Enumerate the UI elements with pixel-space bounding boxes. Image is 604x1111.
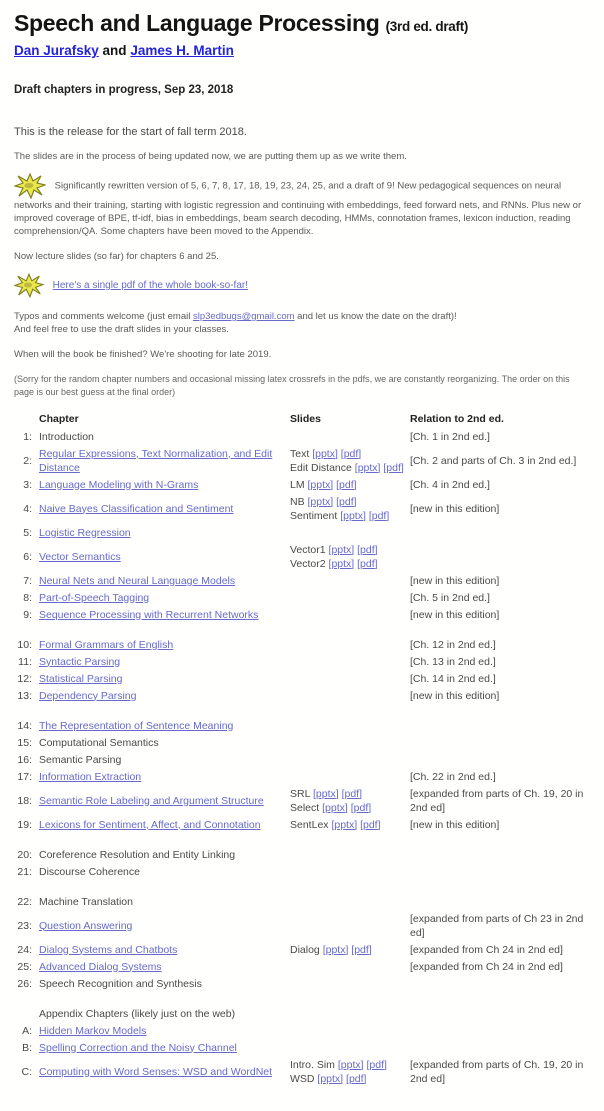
book-title: Speech and Language Processing bbox=[14, 10, 380, 36]
chapter-number: 11: bbox=[18, 655, 32, 668]
chapter-link[interactable]: Part-of-Speech Tagging bbox=[39, 591, 150, 604]
slide-pdf-link[interactable]: [pdf] bbox=[351, 943, 372, 956]
slide-label: Sentiment bbox=[290, 509, 341, 522]
slide-pdf-link[interactable]: [pdf] bbox=[336, 478, 357, 491]
relation-cell bbox=[410, 1005, 590, 1022]
relation-cell: [expanded from Ch 24 in 2nd ed] bbox=[410, 960, 563, 973]
relation-cell bbox=[410, 524, 590, 541]
chapter-number: A: bbox=[22, 1024, 32, 1037]
slide-pptx-link[interactable]: [pptx] bbox=[328, 557, 355, 570]
relation-cell: [new in this edition] bbox=[410, 574, 500, 587]
relation-cell bbox=[410, 846, 590, 863]
chapter-link[interactable]: Language Modeling with N-Grams bbox=[39, 478, 199, 491]
slides-cell bbox=[290, 751, 410, 768]
spacer-row bbox=[14, 623, 590, 636]
chapter-link[interactable]: Lexicons for Sentiment, Affect, and Connotation bbox=[39, 818, 261, 831]
slides-cell bbox=[290, 910, 410, 941]
relation-cell: [new in this edition] bbox=[410, 689, 500, 702]
chapter-number: 9: bbox=[23, 608, 32, 621]
slides-cell bbox=[290, 785, 410, 816]
slide-pptx-link[interactable]: [pptx] bbox=[322, 801, 348, 814]
slide-label: Dialog bbox=[290, 943, 323, 956]
slides-cell bbox=[290, 816, 410, 833]
slide-pptx-link[interactable]: [pptx] bbox=[354, 461, 381, 474]
header-chapter: Chapter bbox=[39, 413, 79, 425]
chapter-title: Introduction bbox=[39, 430, 94, 443]
table-row bbox=[14, 893, 590, 910]
table-row bbox=[14, 541, 590, 572]
slides-cell bbox=[290, 445, 410, 476]
chapter-number: 7: bbox=[23, 574, 32, 587]
spacer-row bbox=[14, 992, 590, 1005]
table-row bbox=[14, 734, 590, 751]
chapter-number: 12: bbox=[17, 672, 32, 685]
chapter-number: 20: bbox=[17, 848, 32, 861]
chapter-link[interactable]: Dialog Systems and Chatbots bbox=[39, 943, 178, 956]
chapter-link[interactable]: Information Extraction bbox=[39, 770, 142, 783]
chapter-link[interactable]: Sequence Processing with Recurrent Networks bbox=[39, 608, 259, 621]
author-link-jurafsky[interactable]: Dan Jurafsky bbox=[14, 43, 99, 58]
relation-cell: [new in this edition] bbox=[410, 608, 500, 621]
table-row bbox=[14, 863, 590, 880]
chapter-title: Computational Semantics bbox=[39, 736, 159, 749]
new-starburst-icon bbox=[14, 273, 44, 298]
slides-cell bbox=[290, 493, 410, 524]
rewrite-note bbox=[14, 173, 590, 238]
chapter-number: 15: bbox=[17, 736, 32, 749]
chapter-number: 10: bbox=[17, 638, 32, 651]
relation-cell: [Ch. 5 in 2nd ed.] bbox=[410, 591, 490, 604]
table-row bbox=[14, 785, 590, 816]
table-row bbox=[14, 975, 590, 992]
release-line: This is the release for the start of fall term 2018. bbox=[14, 126, 247, 138]
slide-label: SentLex bbox=[290, 818, 332, 831]
slide-line bbox=[290, 801, 404, 815]
relation-cell bbox=[410, 541, 590, 572]
slides-cell bbox=[290, 958, 410, 975]
chapter-title: Discourse Coherence bbox=[39, 865, 140, 878]
chapter-link[interactable]: Formal Grammars of English bbox=[39, 638, 174, 651]
slide-pdf-link[interactable]: [pdf] bbox=[357, 557, 378, 570]
slide-line bbox=[290, 787, 404, 801]
slides-cell bbox=[290, 687, 410, 704]
table-row bbox=[14, 636, 590, 653]
slides-cell bbox=[290, 541, 410, 572]
slide-line bbox=[290, 509, 404, 523]
slide-pdf-link[interactable]: [pdf] bbox=[346, 1072, 367, 1085]
slide-pptx-link[interactable]: [pptx] bbox=[340, 509, 366, 522]
chapter-link[interactable]: Hidden Markov Models bbox=[39, 1024, 147, 1037]
relation-cell: [expanded from Ch 24 in 2nd ed] bbox=[410, 943, 563, 956]
table-row bbox=[14, 1005, 590, 1022]
slides-cell bbox=[290, 1022, 410, 1039]
slide-pdf-link[interactable]: [pdf] bbox=[357, 543, 378, 556]
chapter-number: 17: bbox=[17, 770, 32, 783]
chapter-title: Semantic Parsing bbox=[39, 753, 122, 766]
chapters-table-header bbox=[14, 413, 590, 428]
slides-cell bbox=[290, 653, 410, 670]
chapter-number: 5: bbox=[23, 526, 32, 539]
table-row bbox=[14, 428, 590, 445]
chapter-link[interactable]: Dependency Parsing bbox=[39, 689, 137, 702]
slide-pptx-link[interactable]: [pptx] bbox=[328, 543, 355, 556]
relation-cell: [expanded from parts of Ch. 19, 20 in 2nd ed] bbox=[410, 787, 584, 814]
slides-cell bbox=[290, 589, 410, 606]
table-row bbox=[14, 572, 590, 589]
slides-cell bbox=[290, 941, 410, 958]
chapter-number: 21: bbox=[17, 865, 32, 878]
slides-cell bbox=[290, 1039, 410, 1056]
chapter-link[interactable]: Naive Bayes Classification and Sentiment bbox=[39, 502, 234, 515]
relation-cell bbox=[410, 1039, 590, 1056]
slide-label: Intro. Sim bbox=[290, 1058, 338, 1071]
slides-cell bbox=[290, 893, 410, 910]
slides-cell bbox=[290, 717, 410, 734]
relation-cell: [Ch. 4 in 2nd ed.] bbox=[410, 478, 490, 491]
relation-cell: [Ch. 22 in 2nd ed.] bbox=[410, 770, 496, 783]
table-row bbox=[14, 653, 590, 670]
chapter-number: 2: bbox=[23, 454, 32, 467]
relation-cell: [Ch. 14 in 2nd ed.] bbox=[410, 672, 496, 685]
rewrite-note-text: Significantly rewritten version of 5, 6, 7, 8, 17, 18, 19, 23, 24, 25, and a draft of 9! New pedagogical sequences on neural networks and their training, starting with logistic regression and continuing with embeddings, feed forward nets, and RNNs. Plus new or improved coverage of BPE, tf-idf, bias in embeddings, beam search decoding, HMMs, connotation frames, lexicon induction, reading comprehension/QA. Some chapters have been moved to the Appendix. bbox=[14, 180, 582, 237]
relation-cell: [Ch. 1 in 2nd ed.] bbox=[410, 430, 490, 443]
typos-line2: And feel free to use the draft slides in your classes. bbox=[14, 324, 229, 335]
chapters-table bbox=[14, 413, 590, 1087]
slide-line bbox=[290, 943, 404, 957]
email-link[interactable]: slp3edbugs@gmail.com bbox=[192, 311, 295, 322]
chapter-title: Speech Recognition and Synthesis bbox=[39, 977, 202, 990]
table-row bbox=[14, 910, 590, 941]
slide-pdf-link[interactable]: [pdf] bbox=[360, 818, 381, 831]
slide-line bbox=[290, 1072, 404, 1086]
chapter-link[interactable]: Vector Semantics bbox=[39, 550, 121, 563]
chapter-link[interactable]: Statistical Parsing bbox=[39, 672, 123, 685]
table-row bbox=[14, 846, 590, 863]
chapter-number: 18: bbox=[17, 794, 32, 807]
table-row bbox=[14, 751, 590, 768]
slide-pdf-link[interactable]: [pdf] bbox=[336, 495, 357, 508]
table-row bbox=[14, 941, 590, 958]
finished-line: When will the book be finished? We're shooting for late 2019. bbox=[14, 349, 272, 360]
chapter-link[interactable]: The Representation of Sentence Meaning bbox=[39, 719, 234, 732]
chapter-number: 6: bbox=[23, 550, 32, 563]
slide-pdf-link[interactable]: [pdf] bbox=[383, 461, 404, 474]
relation-cell: [new in this edition] bbox=[410, 502, 500, 515]
chapter-number bbox=[14, 1005, 39, 1022]
relation-cell: [Ch. 13 in 2nd ed.] bbox=[410, 655, 496, 668]
chapter-number: B: bbox=[22, 1041, 32, 1054]
author-link-martin[interactable]: James H. Martin bbox=[130, 43, 234, 58]
slide-line bbox=[290, 495, 404, 509]
table-row bbox=[14, 476, 590, 493]
slides-cell bbox=[290, 476, 410, 493]
chapter-link[interactable]: Syntactic Parsing bbox=[39, 655, 121, 668]
slide-line bbox=[290, 1058, 404, 1072]
slides-cell bbox=[290, 524, 410, 541]
chapter-number: 4: bbox=[23, 502, 32, 515]
chapter-title: Coreference Resolution and Entity Linking bbox=[39, 848, 236, 861]
table-row bbox=[14, 768, 590, 785]
chapter-title: Appendix Chapters (likely just on the web) bbox=[39, 1007, 236, 1020]
slide-pptx-link[interactable]: [pptx] bbox=[307, 478, 334, 491]
relation-cell: [expanded from parts of Ch. 19, 20 in 2nd ed] bbox=[410, 1058, 584, 1085]
slide-label: NB bbox=[290, 495, 308, 508]
slides-cell bbox=[290, 572, 410, 589]
slide-pdf-link[interactable]: [pdf] bbox=[368, 509, 390, 522]
slide-line bbox=[290, 478, 404, 492]
relation-cell bbox=[410, 717, 590, 734]
chapter-number: 23: bbox=[17, 919, 32, 932]
slides-update-line: The slides are in the process of being updated now, we are putting them up as we write them. bbox=[14, 151, 407, 162]
slide-line bbox=[290, 818, 404, 832]
slide-line bbox=[290, 557, 404, 571]
table-row bbox=[14, 958, 590, 975]
table-row bbox=[14, 670, 590, 687]
whole-book-note bbox=[14, 273, 590, 298]
slide-pdf-link[interactable]: [pdf] bbox=[341, 787, 363, 800]
relation-cell bbox=[410, 863, 590, 880]
relation-cell: [new in this edition] bbox=[410, 818, 500, 831]
slide-pptx-link[interactable]: [pptx] bbox=[331, 818, 358, 831]
whole-book-pdf-link[interactable]: Here's a single pdf of the whole book-so-far! bbox=[52, 280, 248, 292]
chapter-number: 8: bbox=[23, 591, 32, 604]
slide-label: LM bbox=[290, 478, 308, 491]
chapters-table-body bbox=[14, 428, 590, 1087]
slide-pptx-link[interactable]: [pptx] bbox=[322, 943, 349, 956]
new-starburst-icon bbox=[14, 173, 46, 199]
table-row bbox=[14, 717, 590, 734]
slide-label: SRL bbox=[290, 787, 313, 800]
spacer-row bbox=[14, 704, 590, 717]
slide-pdf-link[interactable]: [pdf] bbox=[366, 1058, 387, 1071]
authors-separator: and bbox=[98, 43, 131, 58]
slides-cell bbox=[290, 636, 410, 653]
relation-cell bbox=[410, 893, 590, 910]
slides-cell bbox=[290, 670, 410, 687]
relation-cell: [expanded from parts of Ch 23 in 2nd ed] bbox=[410, 912, 584, 939]
header-num bbox=[14, 413, 39, 428]
chapter-title: Machine Translation bbox=[39, 895, 133, 908]
slides-cell bbox=[290, 1056, 410, 1087]
slides-cell bbox=[290, 428, 410, 445]
chapter-link[interactable]: Question Answering bbox=[39, 919, 133, 932]
chapter-number: 25: bbox=[17, 960, 32, 973]
slide-pdf-link[interactable]: [pdf] bbox=[350, 801, 372, 814]
chapter-link[interactable]: Regular Expressions, Text Normalization, and Edit Distance bbox=[39, 447, 273, 474]
typos-line bbox=[14, 310, 590, 336]
chapter-number: 26: bbox=[17, 977, 32, 990]
lecture-slides-line: Now lecture slides (so far) for chapters 6 and 25. bbox=[14, 251, 219, 262]
table-row bbox=[14, 816, 590, 833]
slide-pptx-link[interactable]: [pptx] bbox=[317, 1072, 344, 1085]
slide-pptx-link[interactable]: [pptx] bbox=[312, 447, 338, 460]
header-slides: Slides bbox=[290, 413, 321, 425]
slide-label: Vector2 bbox=[290, 557, 329, 570]
slide-label: WSD bbox=[290, 1072, 318, 1085]
slide-label: Edit Distance bbox=[290, 461, 355, 474]
table-row bbox=[14, 687, 590, 704]
slide-line bbox=[290, 447, 404, 461]
chapter-number: 24: bbox=[17, 943, 32, 956]
relation-cell bbox=[410, 734, 590, 751]
header-relation: Relation to 2nd ed. bbox=[410, 413, 504, 425]
slide-line bbox=[290, 543, 404, 557]
table-row bbox=[14, 606, 590, 623]
slides-cell bbox=[290, 863, 410, 880]
slide-pptx-link[interactable]: [pptx] bbox=[307, 495, 334, 508]
chapter-link[interactable]: Logistic Regression bbox=[39, 526, 131, 539]
relation-cell: [Ch. 2 and parts of Ch. 3 in 2nd ed.] bbox=[410, 454, 577, 467]
chapter-link[interactable]: Advanced Dialog Systems bbox=[39, 960, 162, 973]
chapter-number: 19: bbox=[17, 818, 32, 831]
chapter-link[interactable]: Semantic Role Labeling and Argument Structure bbox=[39, 794, 264, 807]
chapter-number: 16: bbox=[17, 753, 32, 766]
table-row bbox=[14, 1056, 590, 1087]
draft-date-line: Draft chapters in progress, Sep 23, 2018 bbox=[14, 84, 234, 96]
chapter-link[interactable]: Computing with Word Senses: WSD and WordNet bbox=[39, 1065, 273, 1078]
slides-cell bbox=[290, 1005, 410, 1022]
relation-cell bbox=[410, 1022, 590, 1039]
chapter-number: C: bbox=[21, 1065, 32, 1078]
page-title bbox=[14, 10, 590, 37]
table-row bbox=[14, 493, 590, 524]
chapter-number: 3: bbox=[23, 478, 32, 491]
slide-line bbox=[290, 461, 404, 475]
typos-suffix: and let us know the date on the draft)! bbox=[294, 311, 457, 322]
spacer-row bbox=[14, 880, 590, 893]
slide-label: Text bbox=[290, 447, 313, 460]
table-row bbox=[14, 1022, 590, 1039]
relation-cell bbox=[410, 975, 590, 992]
authors-line bbox=[14, 43, 590, 58]
chapter-number: 13: bbox=[17, 689, 32, 702]
slides-cell bbox=[290, 975, 410, 992]
table-row bbox=[14, 589, 590, 606]
slide-label: Vector1 bbox=[290, 543, 329, 556]
slides-cell bbox=[290, 768, 410, 785]
slide-pptx-link[interactable]: [pptx] bbox=[312, 787, 339, 800]
table-row bbox=[14, 445, 590, 476]
chapter-number: 22: bbox=[17, 895, 32, 908]
spacer-row bbox=[14, 833, 590, 846]
chapter-link[interactable]: Spelling Correction and the Noisy Channel bbox=[39, 1041, 237, 1054]
chapter-number: 1: bbox=[23, 430, 32, 443]
table-row bbox=[14, 524, 590, 541]
slides-cell bbox=[290, 606, 410, 623]
slide-pdf-link[interactable]: [pdf] bbox=[340, 447, 362, 460]
edition-label: (3rd ed. draft) bbox=[385, 19, 469, 34]
relation-cell bbox=[410, 751, 590, 768]
typos-prefix: Typos and comments welcome (just email bbox=[14, 311, 193, 322]
chapter-link[interactable]: Neural Nets and Neural Language Models bbox=[39, 574, 236, 587]
slide-pptx-link[interactable]: [pptx] bbox=[337, 1058, 364, 1071]
chapter-number: 14: bbox=[17, 719, 32, 732]
table-row bbox=[14, 1039, 590, 1056]
slides-cell bbox=[290, 734, 410, 751]
slides-cell bbox=[290, 846, 410, 863]
sorry-note: (Sorry for the random chapter numbers and occasional missing latex crossrefs in the pdfs, we are constantly reorganizing. The order on this page is our best guess at the final order) bbox=[14, 374, 570, 397]
slide-label: Select bbox=[290, 801, 323, 814]
relation-cell: [Ch. 12 in 2nd ed.] bbox=[410, 638, 496, 651]
